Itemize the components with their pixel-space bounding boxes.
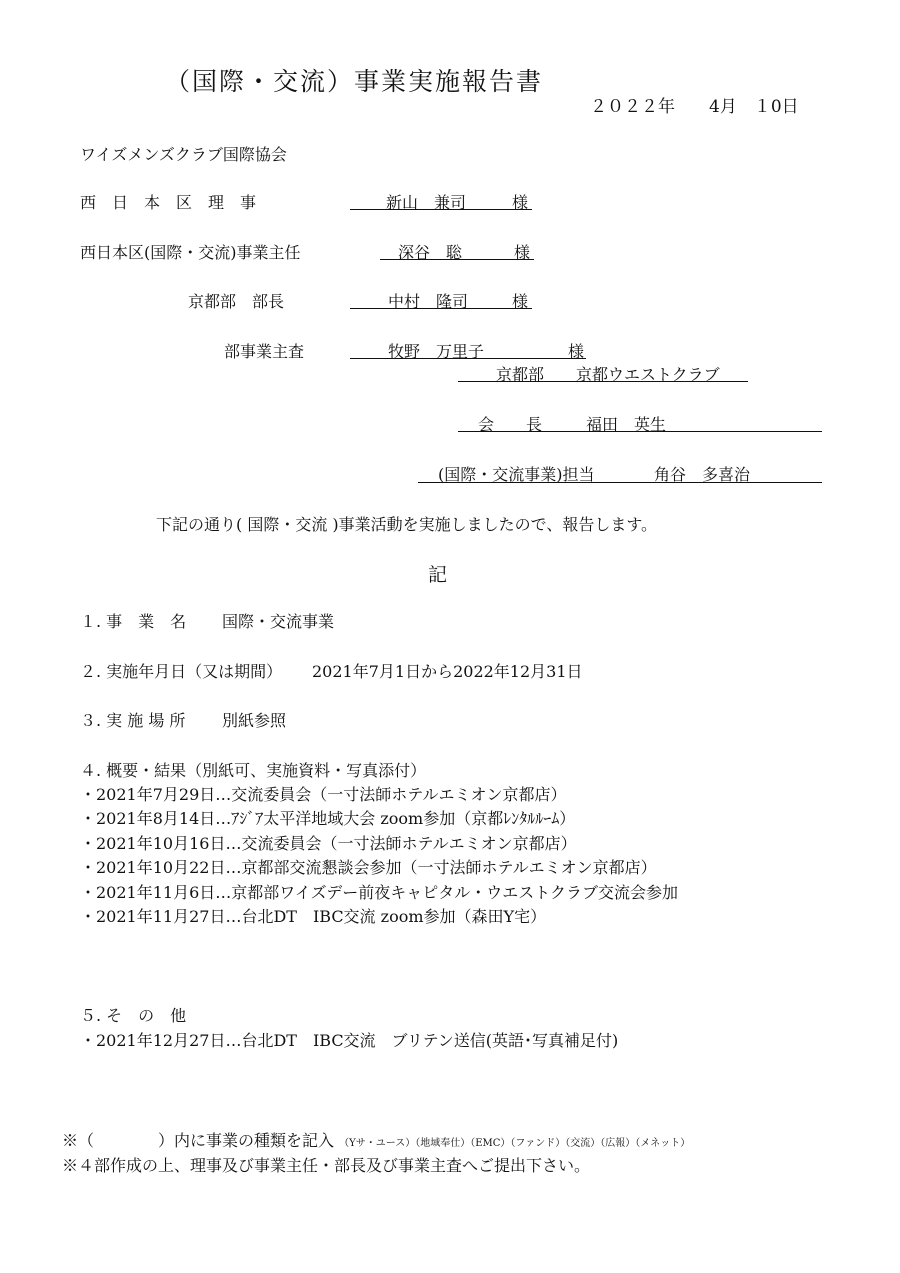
recipient-name: 牧野 万里子 [388, 342, 485, 361]
summary-line: ・2021年11月27日…台北DT IBC交流 zoom参加（森田Y宅） [80, 907, 547, 926]
recipient-role: 京都部 部長 [188, 292, 285, 311]
item-period-value: 2021年7月1日から2022年12月31日 [312, 662, 583, 681]
officer-underline [418, 482, 822, 483]
item-period-label: ２. 実施年月日（又は期間） [80, 662, 283, 681]
summary-line: ・2021年7月29日…交流委員会（一寸法師ホテルエミオン京都店） [80, 785, 567, 804]
item-name-label: １. 事 業 名 [80, 612, 187, 631]
recipient-name: 中村 隆司 [388, 292, 469, 311]
footnote-1-categories: （Yサ・ユース）（地域奉仕）（EMC）（ファンド）（交流）（広報）（メネット） [339, 1138, 691, 1149]
item-other-label: ５. そ の 他 [80, 1006, 187, 1025]
item-place-label: ３. 実 施 場 所 [80, 711, 186, 730]
organization-name: ワイズメンズクラブ国際協会 [80, 145, 287, 164]
footnote-1 [62, 1128, 690, 1151]
recipient-role: 西日本区(国際・交流)事業主任 [80, 243, 301, 262]
recipient-role: 西 日 本 区 理 事 [80, 193, 257, 212]
recipient-name-line [350, 289, 532, 309]
item-name-value: 国際・交流事業 [222, 612, 335, 631]
document-title: （国際・交流）事業実施報告書 [165, 67, 544, 96]
summary-line: ・2021年10月16日…交流委員会（一寸法師ホテルエミオン京都店） [80, 834, 577, 853]
recipient-name-line [380, 240, 534, 260]
report-date: ２０２２年 4月 １0日 [590, 97, 799, 117]
recipient-name: 新山 兼司 [386, 193, 467, 212]
footnote-1-main: ※（ ）内に事業の種類を記入 [62, 1131, 335, 1150]
summary-line: ・2021年10月22日…京都部交流懇談会参加（一寸法師ホテルエミオン京都店） [80, 858, 657, 877]
summary-line: ・2021年8月14日…ｱｼﾞｱ太平洋地域大会 zoom参加（京都ﾚﾝﾀﾙﾙｰﾑ） [80, 809, 576, 828]
honorific: 様 [512, 193, 529, 212]
honorific: 様 [512, 292, 529, 311]
honorific: 様 [568, 342, 585, 361]
other-line: ・2021年12月27日…台北DT IBC交流 ブリテン送信(英語･写真補足付) [80, 1031, 619, 1050]
president-name: 福田 英生 [586, 415, 667, 434]
item-summary-label: ４. 概要・結果（別紙可、実施資料・写真添付） [80, 761, 427, 780]
recipient-name-line [350, 339, 586, 359]
officer-label: (国際・交流事業)担当 [438, 465, 595, 484]
sender-club [458, 362, 748, 382]
recipient-name-line [350, 190, 532, 210]
intro-sentence: 下記の通り( 国際・交流 )事業活動を実施しましたので、報告します。 [156, 515, 658, 534]
recipient-name: 深谷 聡 [398, 243, 463, 262]
footnote-2: ※４部作成の上、理事及び事業主任・部長及び事業主査へご提出下さい。 [62, 1156, 591, 1175]
sender-president [458, 412, 822, 432]
honorific: 様 [514, 243, 531, 262]
item-place-value: 別紙参照 [222, 711, 287, 730]
president-label: 会 長 [478, 415, 543, 434]
ki-heading: 記 [428, 564, 448, 586]
recipient-role: 部事業主査 [224, 342, 305, 361]
sender-club-text: 京都部 京都ウエストクラブ [496, 365, 720, 384]
summary-line: ・2021年11月6日…京都部ワイズデー前夜キャピタル・ウエストクラブ交流会参加 [80, 883, 678, 902]
officer-name: 角谷 多喜治 [654, 465, 751, 484]
